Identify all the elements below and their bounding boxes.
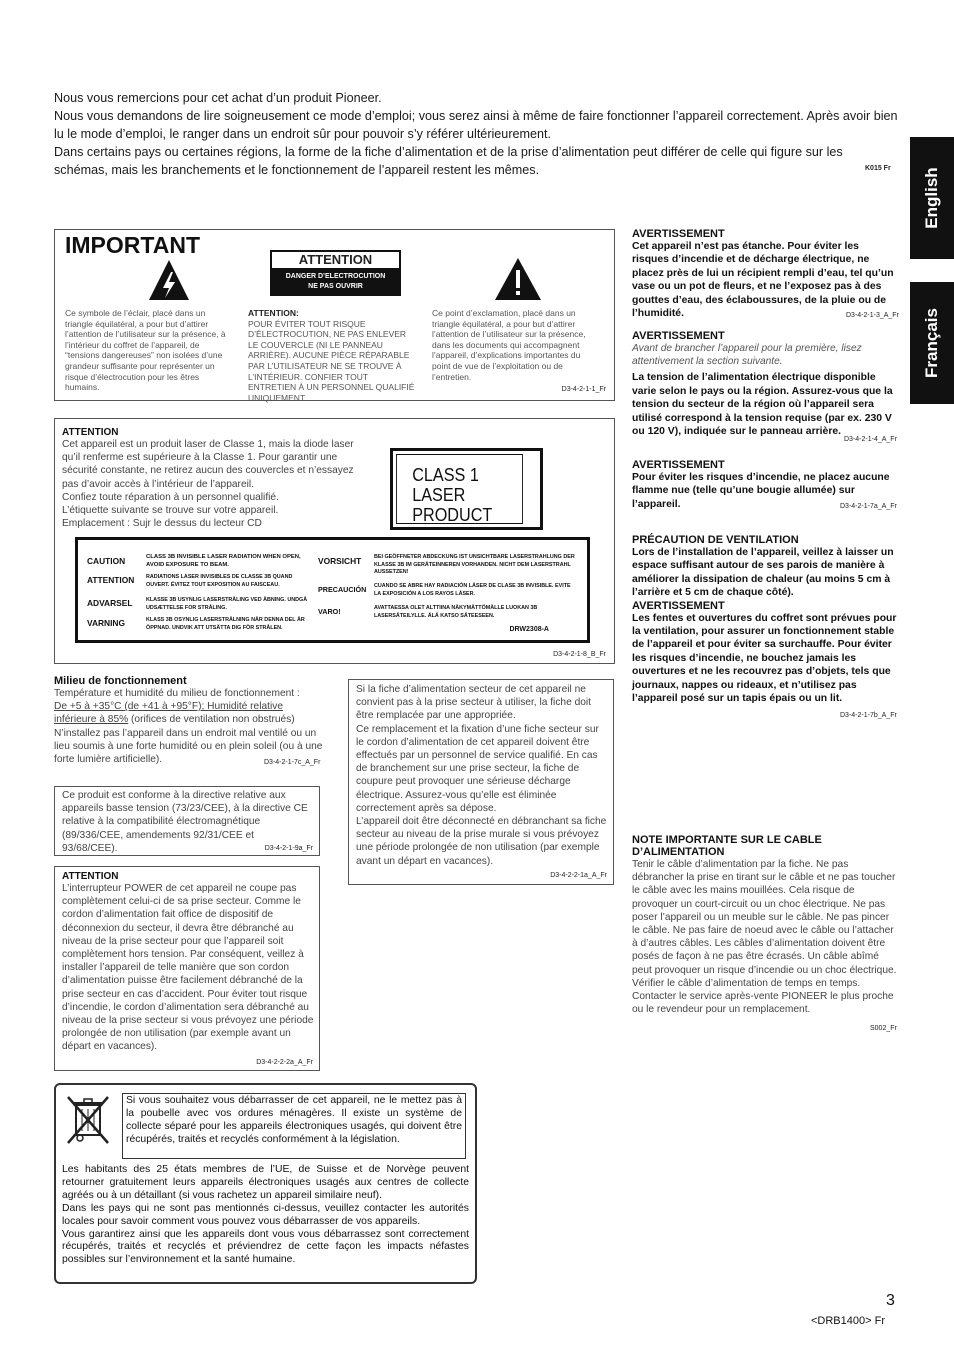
tab-english[interactable]: English — [910, 137, 954, 259]
laser-warning-label — [75, 537, 590, 643]
class1-label — [390, 448, 543, 530]
fiche-box — [348, 679, 614, 885]
intro — [54, 89, 904, 179]
warning-water: AVERTISSEMENT Cet appareil n’est pas étanche. Pour éviter les risques d’incendie et de décharge électrique, ne placez près de lui un récipient rempli d’eau, tel qu’un vase ou un pot de fleurs, et ne l’exposez pas à des gouttes d’eau, des éclaboussures, de la pluie ou de l’humidité. — [632, 228, 894, 320]
important-code: D3-4-2-1-1_Fr — [561, 386, 606, 393]
caution-text: CLASS 3B INVISIBLE LASER RADIATION WHEN OPEN, AVOID EXPOSURE TO BEAM. — [146, 554, 301, 568]
warning-voltage: AVERTISSEMENT Avant de brancher l’appareil pour la première, lisez attentivement la section suivante. La tension de l’alimentation électrique disponible varie selon le pays ou la région. Assurez-vous que la tension du secteur de la région où l’appareil sera utilisé correspond à la tension requise (par ex. 230 V ou 120 V), indiquée sur le panneau arrière. — [632, 330, 893, 438]
page-number: 3 — [886, 1292, 895, 1309]
advarsel-label: ADVARSEL — [87, 598, 133, 608]
model-code: <DRB1400> Fr — [811, 1315, 885, 1327]
class1-line2: LASER PRODUCT — [412, 485, 493, 525]
laser-attention: ATTENTION Cet appareil est un produit laser de Classe 1, mais la diode laser qu’il renferme est supérieure à la Classe 1. Pour garantir une sécurité constante, ne retirez aucun des couvercles et n’essayez pas d’avoir accès à l’intérieur de l’appareil. Confiez toute réparation à un personnel qualifié. L’étiquette suivante se trouve sur votre appareil. Emplacement : Sujr le dessus du lecteur CD — [62, 427, 354, 530]
milieu-code: D3-4-2-1-7c_A_Fr — [264, 759, 321, 766]
vorsicht-label: VORSICHT — [318, 556, 362, 566]
warning-flame: AVERTISSEMENT Pour éviter les risques d’incendie, ne placez aucune flamme nue (telle qu’une bougie allumée) sur l’appareil. — [632, 459, 890, 510]
milieu-section: Milieu de fonctionnement Température et humidité du milieu de fonctionnement : De +5 à +35°C (de +41 à +95°F); Humidité relative inférieure à 85% (orifices de ventilation non obstrués) N’installez pas l’appareil dans un endroit mal ventilé ou un lieu soumis à une forte humidité ou en plein soleil (ou à une forte lumière artificielle). — [54, 675, 323, 766]
varning-label: VARNING — [87, 618, 125, 628]
important-box — [54, 229, 615, 401]
intro-p2: Nous vous demandons de lire soigneusement ce mode d’emploi; vous serez ainsi à même de faire fonctionner l’appareil correctement. Après avoir bien lu le mode d’emploi, le ranger dans un endroit sûr pour pouvoir s’y référer ultérieurement. — [54, 109, 898, 141]
precaucion-text: CUANDO SE ABRE HAY RADIACIÓN LÁSER DE CLASE 3B INVISIBLE. EVITE LA EXPOSICIÓN A LOS RAYOS LÁSER. — [374, 583, 571, 597]
weee-box — [54, 1083, 477, 1284]
cable-code: S002_Fr — [870, 1025, 897, 1032]
warning-voltage-code: D3-4-2-1-4_A_Fr — [844, 436, 897, 443]
power-text: L’interrupteur POWER de cet appareil ne coupe pas complètement celui-ci de sa prise secteur. Comme le cordon d’alimentation fait office de dispositif de déconnexion du secteur, il devra être débranché au niveau de la prise secteur pour que l’appareil soit complètement hors tension. Par conséquent, veillez à installer l’appareil de telle manière que son cordon d’alimentation puisse être facilement débranché de la prise secteur en cas d’accident. Pour éviter tout risque d’incendie, le cordon d’alimentation sera débranché au niveau de la prise secteur si vous prévoyez une période prolongée de non utilisation (par exemple avant un départ en vacances). — [62, 883, 314, 1053]
vorsicht-text: BEI GEÖFFNETER ABDECKUNG IST UNSICHTBARE LASERSTRAHLUNG DER KLASSE 3B IM GERÄTEINNEREN VORHANDEN. NICHT DEM LASERSTRAHL AUSSETZEN! — [374, 554, 575, 576]
power-title: ATTENTION — [62, 871, 119, 882]
milieu-title: Milieu de fonctionnement — [54, 675, 187, 687]
weee-text: Les habitants des 25 états membres de l’UE, de Suisse et de Norvège peuvent retourner gratuitement leurs appareils électroniques usagés aux centres de collecte agréés ou à un détaillant (si vous rachetez un appareil similaire neuf). Dans les pays qui ne sont pas mentionnés ci-dessus, veuillez contacter les autorités locales pour savoir comment vous pouvez vous débarrasser de vos appareils. Vous garantirez ainsi que les appareils dont vous vous débarrassez sont correctement récupérés, traités et recyclés et préviendrez de cette façon les impacts néfastes possibles sur l’environnement et la santé humaine. — [62, 1164, 469, 1266]
advarsel-text: KLASSE 3B USYNLIG LASERSTRÅLING VED ÅBNING. UNDGÅ UDSÆTTELSE FOR STRÅLING. — [146, 597, 308, 611]
tab-francais[interactable]: Français — [910, 282, 954, 404]
caution-label: CAUTION — [87, 556, 126, 566]
fiche-code: D3-4-2-2-1a_A_Fr — [550, 872, 607, 879]
class1-line1: CLASS 1 — [412, 465, 479, 485]
fiche-text2: Ce remplacement et la fixation d’une fiche secteur sur le cordon d’alimentation de cet appareil doivent être effectués par un personnel de service qualifié. En cas de branchement sur une prise secteur, la fiche de coupure peut provoquer une sérieuse décharge électrique. Assurez-vous qu’elle est éliminée correctement après sa dépose. — [356, 723, 599, 814]
directive-code: D3-4-2-1-9a_Fr — [264, 845, 313, 852]
precaucion-label: PRECAUCIÓN — [318, 585, 367, 594]
weee-notice-box: Si vous souhaitez vous débarrasser de cet appareil, ne le mettez pas à la poubelle avec vos ordures ménagères. Il existe un système de collecte séparé pour les appareils électroniques usagés, qui doivent être récupérés, traités et recyclés conformément à la législation. — [122, 1093, 466, 1159]
exclamation-description: Ce point d’exclamation, placé dans un triangle équilatéral, a pour but d’attirer l’attention de l’utilisateur sur la présence, dans les documents qui accompagnent l’appareil, d’explications importantes du point de vue de l’exploitation ou de l’entretien. — [432, 308, 586, 382]
ventilation: PRÉCAUTION DE VENTILATION Lors de l’installation de l’appareil, veillez à laisser un espace suffisant autour de ses parois de manière à améliorer la dissipation de chaleur (au moins 5 cm à l’arrière et 5 cm de chaque côté). AVERTISSEMENT Les fentes et ouvertures du coffret sont prévues pour la ventilation, pour assurer un fonctionnement stable de l’appareil et pour éviter sa surchauffe. Pour éviter les risques d’incendie, ne bouchez jamais les ouvertures et ne les recouvrez pas d’objets, tels que journaux, nappes ou rideaux, et n’utilisez pas l’appareil posé sur un tapis épais ou un lit. — [632, 534, 897, 705]
directive-text: Ce produit est conforme à la directive relative aux appareils basse tension (73/23/CEE), à la directive CE relative à la compatibilité électromagnétique (89/336/CEE, amendements 92/31/CEE et 93/68/CEE). — [62, 790, 308, 854]
intro-p1: Nous vous remercions pour cet achat d’un produit Pioneer. — [54, 91, 382, 105]
laser-code: D3-4-2-1-8_B_Fr — [553, 651, 606, 658]
exclamation-warning-icon — [493, 256, 543, 302]
crossed-bin-icon — [64, 1093, 112, 1147]
fiche-text3: L’appareil doit être déconnecté en débranchant sa fiche secteur au niveau de la prise murale si vous prévoyez une période prolongée de non utilisation (par exemple avant un départ en vacances). — [356, 816, 607, 867]
cable-note: NOTE IMPORTANTE SUR LE CABLE D’ALIMENTATION Tenir le câble d’alimentation par la fiche. Ne pas débrancher la prise en tirant sur le câble et ne pas toucher le câble avec les mains mouillées. Cela risque de provoquer un court-circuit ou un choc électrique. Ne pas poser l’appareil ou un meuble sur le câble. Ne pas pincer le câble. Ne pas faire de noeud avec le câble ou l’attacher à d’autres câbles. Les câbles d’alimentation doivent être posés de façon à ne pas être écrasés. Un câble abîmé peut provoquer un risque d’incendie ou un choc électrique. Vérifier le câble d’alimentation de temps en temps. Contacter le service après-vente PIONEER le plus proche ou le revendeur pour un remplacement. — [632, 834, 897, 1016]
lightning-warning-icon — [147, 258, 191, 302]
fiche-text1: Si la fiche d’alimentation secteur de cet appareil ne convient pas à la prise secteur à utiliser, la fiche doit être remplacée par une appropriée. — [356, 684, 592, 722]
varo-text: AVATTAESSA OLET ALTTIINA NÄKYMÄTTÖMÄLLE LUOKAN 3B LASERSÄTEILYLLE. ÄLÄ KATSO SÄTEESEEN. — [374, 605, 538, 619]
drw-code: DRW2308-A — [509, 626, 549, 633]
attention-label: ATTENTION — [270, 250, 401, 270]
power-box — [54, 866, 320, 1071]
intro-p3: Dans certains pays ou certaines régions, la forme de la fiche d’alimentation et de la prise d’alimentation peut différer de celle qui figure sur les schémas, mais les branchements et le fonctionnement de l’appareil restent les mêmes. — [54, 145, 843, 177]
important-title: IMPORTANT — [65, 232, 201, 258]
directive-box — [54, 786, 320, 856]
danger-label: DANGER D’ELECTROCUTION NE PAS OUVRIR — [270, 270, 401, 296]
attention-lang-label: ATTENTION — [87, 575, 135, 585]
lightning-description: Ce symbole de l’éclair, placé dans un triangle équilatéral, a pour but d’attirer l’attention de l’utilisateur sur la présence, à l’intérieur du coffret de l’appareil, de “tensions dangereuses” non isolées d’une grandeur suffisante pour représenter un risque d’électrocution pour les êtres humains. — [65, 308, 226, 393]
varning-text: KLASS 3B OSYNLIG LASERSTRÅLNING NÄR DENNA DEL ÄR ÖPPNAD. UNDVIK ATT UTSÄTTA DIG FÖR STRÅLEN. — [146, 617, 305, 631]
attention-description: ATTENTION: POUR ÉVITER TOUT RISQUE D’ÉLECTROCUTION, NE PAS ENLEVER LE COUVERCLE (NI LE PANNEAU ARRIÈRE). AUCUNE PIÈCE RÉPARABLE PAR L’UTILISATEUR NE SE TROUVE À L’INTÉRIEUR. CONFIER TOUT ENTRETIEN À UN PERSONNEL QUALIFIÉ UNIQUEMENT. — [248, 308, 415, 403]
warning-water-code: D3-4-2-1-3_A_Fr — [846, 312, 899, 319]
warning-flame-code: D3-4-2-1-7a_A_Fr — [840, 503, 897, 510]
varo-label: VARO! — [318, 607, 341, 616]
intro-code: K015 Fr — [865, 165, 891, 172]
ventilation-code: D3-4-2-1-7b_A_Fr — [840, 712, 897, 719]
attention-lang-text: RADIATIONS LASER INVISIBLES DE CLASSE 3B QUAND OUVERT. ÉVITEZ TOUT EXPOSITION AU FAISCEAU. — [146, 574, 293, 588]
power-code: D3-4-2-2-2a_A_Fr — [256, 1059, 313, 1066]
